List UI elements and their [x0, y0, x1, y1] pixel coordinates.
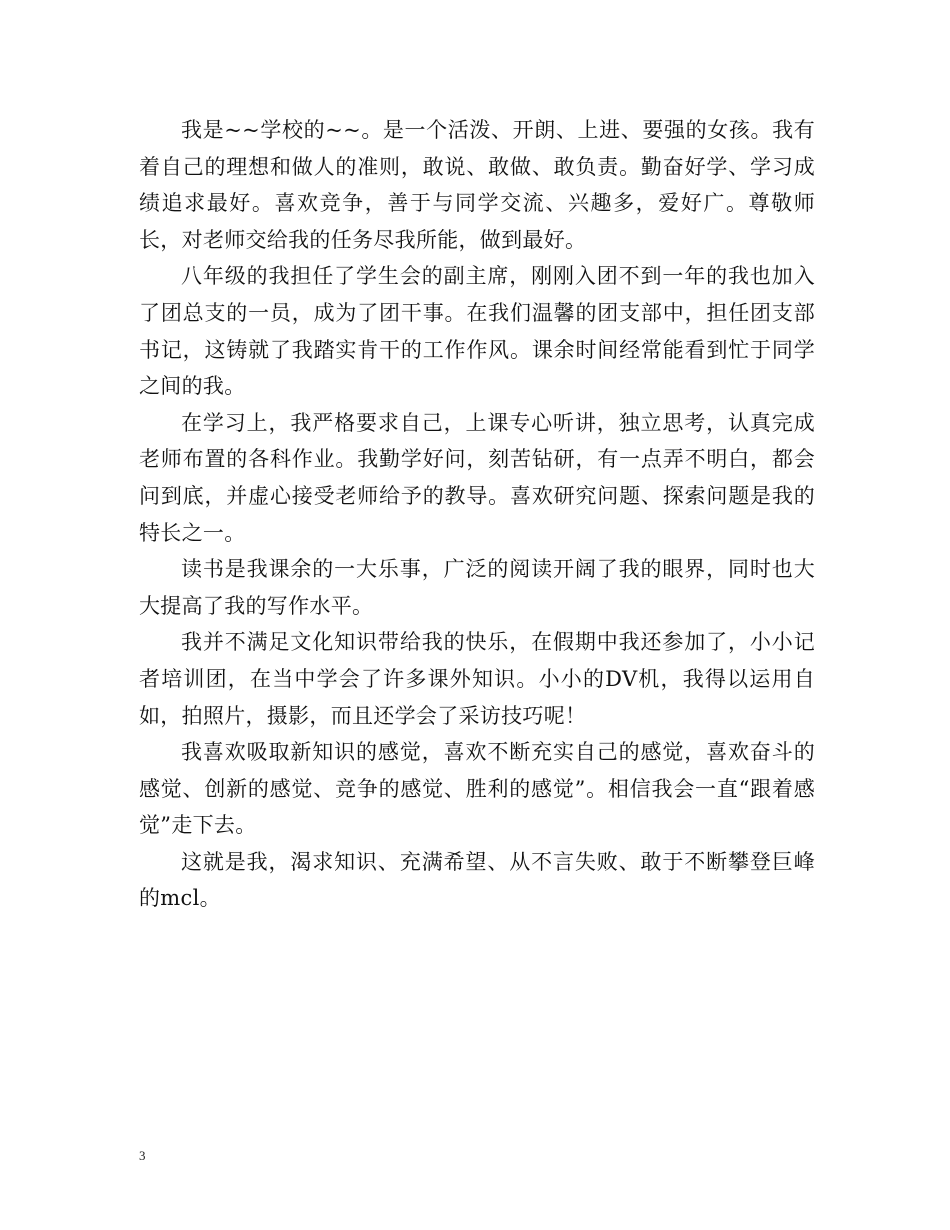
paragraph-2: 八年级的我担任了学生会的副主席，刚刚入团不到一年的我也加入了团总支的一员，成为了团干事。在我们温馨的团支部中，担任团支部书记，这铸就了我踏实肯干的工作作风。课余时间经常能看到忙于同学之间的我。 — [139, 264, 815, 399]
paragraph-4: 读书是我课余的一大乐事，广泛的阅读开阔了我的眼界，同时也大大提高了我的写作水平。 — [139, 557, 815, 618]
paragraph-6: 我喜欢吸取新知识的感觉，喜欢不断充实自己的感觉，喜欢奋斗的感觉、创新的感觉、竞争的感觉、胜利的感觉”。相信我会一直“跟着感觉”走下去。 — [139, 740, 815, 838]
document-body — [139, 112, 815, 917]
paragraph-5: 我并不满足文化知识带给我的快乐，在假期中我还参加了，小小记者培训团，在当中学会了许多课外知识。小小的DV机，我得以运用自如，拍照片，摄影，而且还学会了采访技巧呢！ — [139, 630, 815, 728]
page-number: 3 — [139, 1148, 146, 1163]
paragraph-3: 在学习上，我严格要求自己，上课专心听讲，独立思考，认真完成老师布置的各科作业。我勤学好问，刻苦钻研，有一点弄不明白，都会问到底，并虚心接受老师给予的教导。喜欢研究问题、探索问题是我的特长之一。 — [139, 410, 815, 545]
paragraph-7: 这就是我，渴求知识、充满希望、从不言失败、敢于不断攀登巨峰的mcl。 — [139, 849, 815, 911]
paragraph-1: 我是~~学校的~~。是一个活泼、开朗、上进、要强的女孩。我有着自己的理想和做人的准则，敢说、敢做、敢负责。勤奋好学、学习成绩追求最好。喜欢竞争，善于与同学交流、兴趣多，爱好广。尊敬师长，对老师交给我的任务尽我所能，做到最好。 — [139, 118, 815, 252]
